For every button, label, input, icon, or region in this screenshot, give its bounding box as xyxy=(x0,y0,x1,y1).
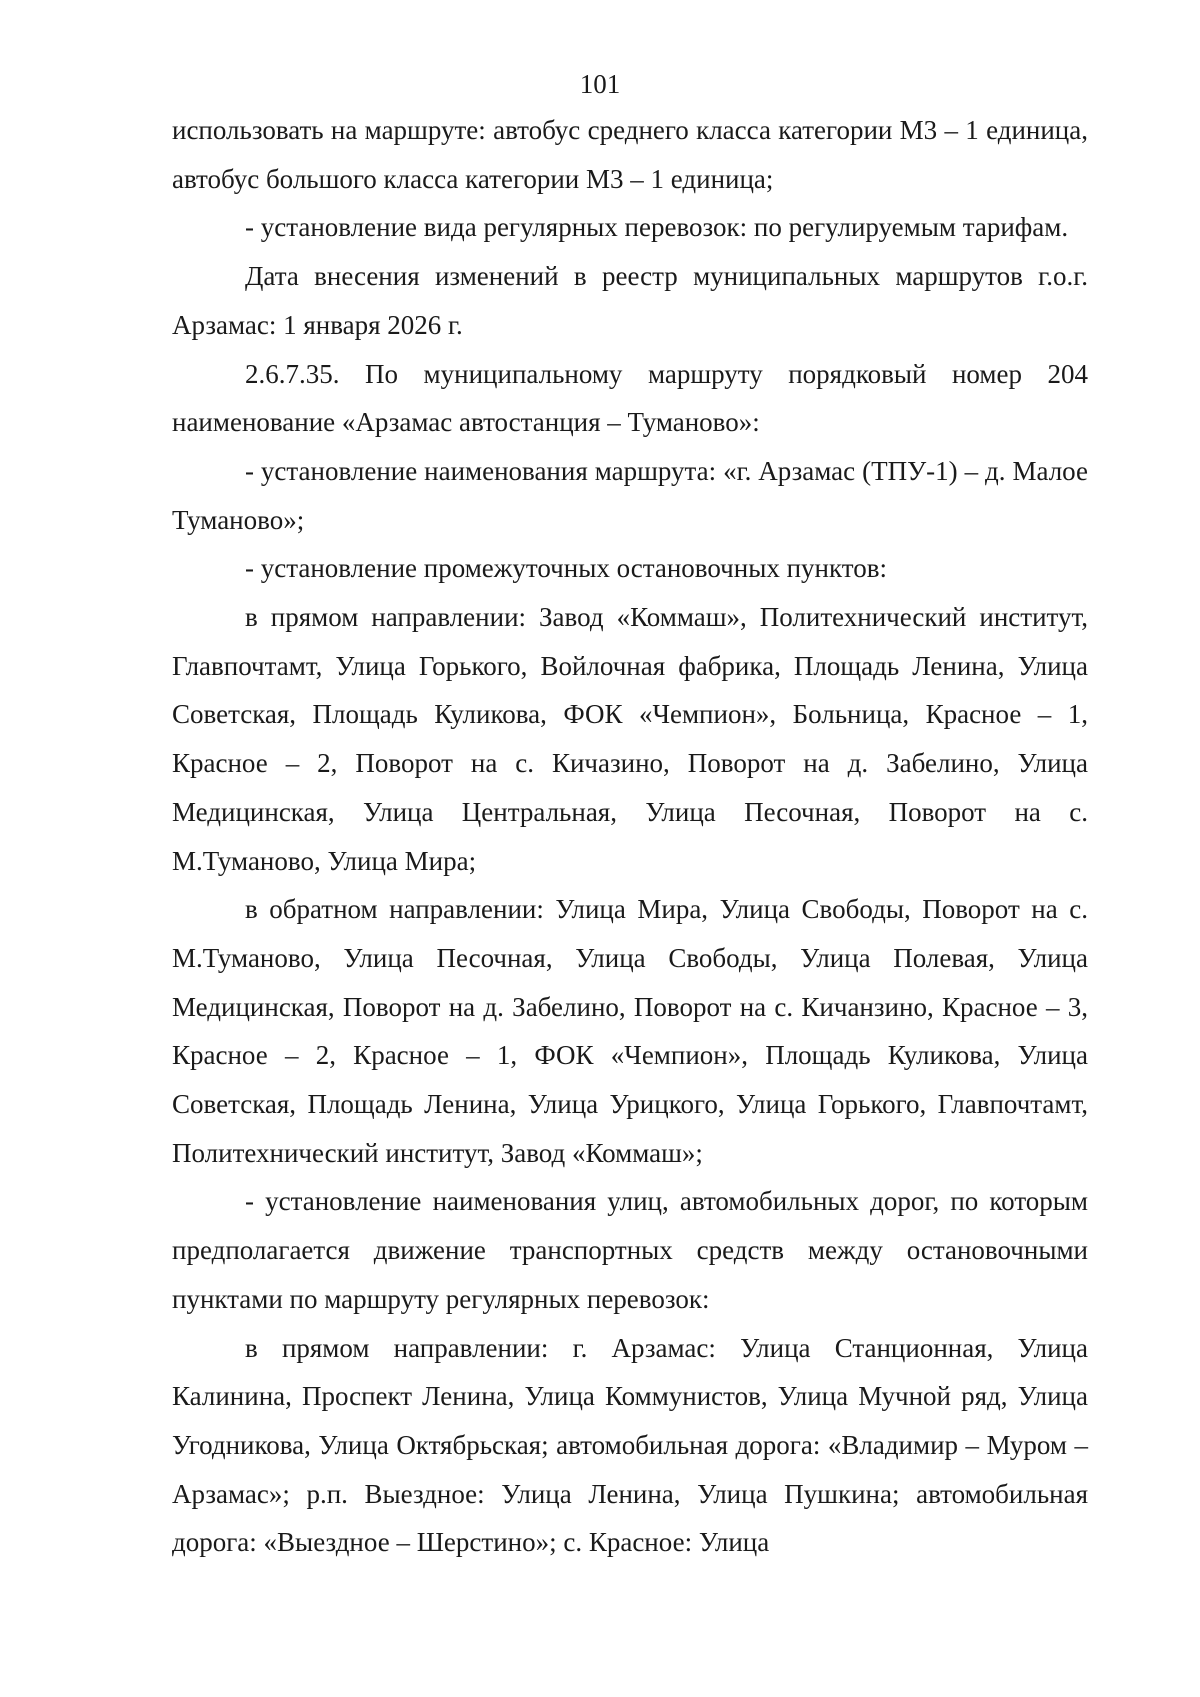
paragraph-registry-date: Дата внесения изменений в реестр муниципальных маршрутов г.о.г. Арзамас: 1 января 2026 г. xyxy=(172,261,1088,340)
paragraph-tariff-type: - установление вида регулярных перевозок: по регулируемым тарифам. xyxy=(245,212,1069,243)
paragraph-route-204-heading: 2.6.7.35. По муниципальному маршруту порядковый номер 204 наименование «Арзамас автостанция – Туманово»: xyxy=(172,358,1088,438)
document-body xyxy=(172,106,1088,1567)
paragraph-reverse-stops: в обратном направлении: Улица Мира, Улица Свободы, Поворот на с. М.Туманово, Улица Песочная, Улица Свободы, Улица Полевая, Улица Медицинская, Поворот на д. Забелино, Поворот на с. Кичанзино, Красное – 3, Красное – 2, Красное – 1, ФОК «Чемпион», Площадь Куликова, Улица Советская, Площадь Ленина, Улица Урицкого, Улица Горького, Главпочтамт, Политехнический институт, Завод «Коммаш»; xyxy=(172,894,1088,1168)
paragraph-bus-classes: использовать на маршруте: автобус среднего класса категории М3 – 1 единица, автобус большого класса категории М3 – 1 единица; xyxy=(172,115,1088,194)
paragraph-route-name: - установление наименования маршрута: «г. Арзамас (ТПУ-1) – д. Малое Туманово»; xyxy=(172,455,1088,535)
paragraph-forward-stops: в прямом направлении: Завод «Коммаш», Политехнический институт, Главпочтамт, Улица Горького, Войлочная фабрика, Площадь Ленина, Улица Советская, Площадь Куликова, ФОК «Чемпион», Больница, Красное – 1, Красное – 2, Поворот на с. Кичазино, Поворот на д. Забелино, Улица Медицинская, Улица Центральная, Улица Песочная, Поворот на с. М.Туманово, Улица Мира; xyxy=(172,602,1088,876)
page-number: 101 xyxy=(579,69,621,99)
paragraph-forward-streets: в прямом направлении: г. Арзамас: Улица Станционная, Улица Калинина, Проспект Ленина, Улица Коммунистов, Улица Мучной ряд, Улица Угодникова, Улица Октябрьская; автомобильная дорога: «Владимир – Муром – Арзамас»; р.п. Выездное: Улица Ленина, Улица Пушкина; автомобильная дорога: «Выездное – Шерстино»; с. Красное: Улица xyxy=(172,1332,1088,1558)
paragraph-intermediate-stops: - установление промежуточных остановочных пунктов: xyxy=(245,553,887,584)
paragraph-streets-heading: - установление наименования улиц, автомобильных дорог, по которым предполагается движение транспортных средств между остановочными пунктами по маршруту регулярных перевозок: xyxy=(172,1186,1088,1314)
